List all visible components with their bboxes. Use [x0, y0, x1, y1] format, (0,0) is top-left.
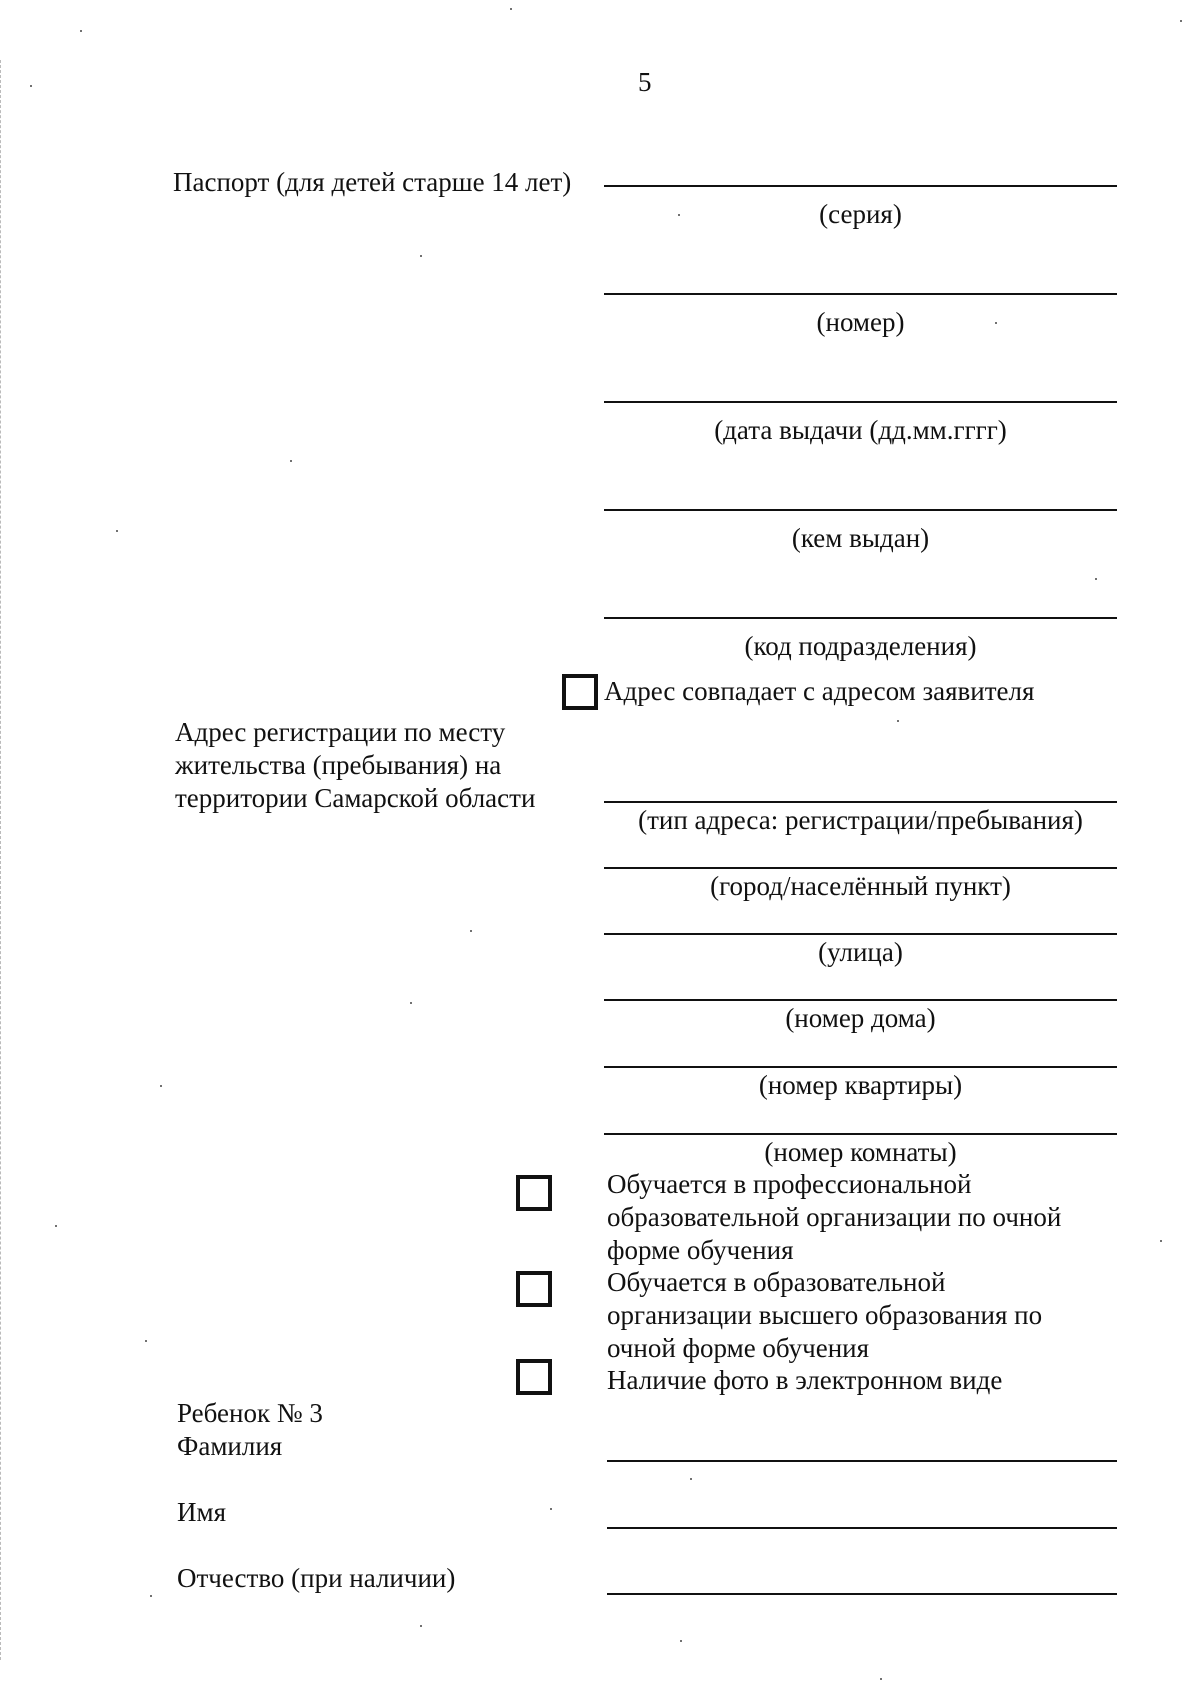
passport-number-field[interactable]: [604, 293, 1117, 295]
child3-patronymic-field[interactable]: [607, 1593, 1117, 1595]
registration-address-label-line-3: территории Самарской области: [175, 783, 536, 813]
passport-label: Паспорт (для детей старше 14 лет): [173, 167, 572, 197]
address-city-caption: (город/населённый пункт): [710, 871, 1011, 901]
professional-education-label-line-2: образовательной организации по очной: [607, 1202, 1062, 1232]
passport-series-field[interactable]: [604, 185, 1117, 187]
scan-speck: [470, 930, 472, 932]
address-room-field[interactable]: [604, 1133, 1117, 1135]
scan-speck: [116, 530, 118, 532]
passport-issue-date-field[interactable]: [604, 401, 1117, 403]
passport-series-caption: (серия): [819, 199, 902, 229]
scan-speck: [510, 8, 512, 10]
address-street-caption: (улица): [818, 937, 903, 967]
child3-name-field[interactable]: [607, 1527, 1117, 1529]
registration-address-label-line-2: жительства (пребывания) на: [175, 750, 502, 780]
scan-speck: [410, 1002, 412, 1004]
scan-speck: [290, 460, 292, 462]
scan-speck: [80, 30, 82, 32]
passport-division-code-field[interactable]: [604, 617, 1117, 619]
higher-education-label-line-2: организации высшего образования по: [607, 1300, 1043, 1330]
address-city-field[interactable]: [604, 867, 1117, 869]
passport-issued-by-field[interactable]: [604, 509, 1117, 511]
higher-education-checkbox[interactable]: [516, 1271, 552, 1307]
registration-address-label-line-1: Адрес регистрации по месту: [175, 717, 506, 747]
address-house-field[interactable]: [604, 999, 1117, 1001]
child3-name-label: Имя: [177, 1497, 227, 1527]
scan-edge: [0, 60, 2, 1660]
scan-speck: [30, 85, 32, 87]
scan-speck: [1095, 578, 1097, 580]
address-room-caption: (номер комнаты): [764, 1137, 957, 1167]
higher-education-label-line-1: Обучается в образовательной: [607, 1267, 946, 1297]
passport-division-code-caption: (код подразделения): [744, 631, 977, 661]
child3-surname-label: Фамилия: [177, 1431, 283, 1461]
address-street-field[interactable]: [604, 933, 1117, 935]
scan-speck: [1180, 20, 1182, 22]
scan-speck: [150, 1595, 152, 1597]
professional-education-label-line-1: Обучается в профессиональной: [607, 1169, 972, 1199]
scan-speck: [160, 1085, 162, 1087]
scan-speck: [420, 1625, 422, 1627]
scan-speck: [995, 322, 997, 324]
same-address-label: Адрес совпадает с адресом заявителя: [604, 676, 1035, 706]
page-number: 5: [638, 67, 652, 97]
child3-patronymic-label: Отчество (при наличии): [177, 1563, 456, 1593]
address-house-caption: (номер дома): [785, 1003, 936, 1033]
electronic-photo-label: Наличие фото в электронном виде: [607, 1365, 1003, 1395]
professional-education-checkbox[interactable]: [516, 1175, 552, 1211]
scan-speck: [420, 255, 422, 257]
scan-speck: [550, 1508, 552, 1510]
child3-heading: Ребенок № 3: [177, 1398, 323, 1428]
address-type-field[interactable]: [604, 801, 1117, 803]
scan-speck: [145, 1340, 147, 1342]
passport-issue-date-caption: (дата выдачи (дд.мм.гггг): [714, 415, 1007, 445]
passport-number-caption: (номер): [816, 307, 905, 337]
child3-surname-field[interactable]: [607, 1460, 1117, 1462]
professional-education-label-line-3: форме обучения: [607, 1235, 794, 1265]
address-type-caption: (тип адреса: регистрации/пребывания): [638, 805, 1083, 835]
electronic-photo-checkbox[interactable]: [516, 1359, 552, 1395]
scan-speck: [880, 1678, 882, 1680]
higher-education-label-line-3: очной форме обучения: [607, 1333, 870, 1363]
address-apartment-caption: (номер квартиры): [758, 1070, 963, 1100]
scan-speck: [897, 720, 899, 722]
passport-issued-by-caption: (кем выдан): [791, 523, 930, 553]
address-apartment-field[interactable]: [604, 1066, 1117, 1068]
same-address-checkbox[interactable]: [562, 674, 598, 710]
scan-speck: [1160, 1240, 1162, 1242]
scan-speck: [55, 1225, 57, 1227]
scan-speck: [678, 214, 680, 216]
scan-speck: [680, 1640, 682, 1642]
scan-speck: [690, 1478, 692, 1480]
